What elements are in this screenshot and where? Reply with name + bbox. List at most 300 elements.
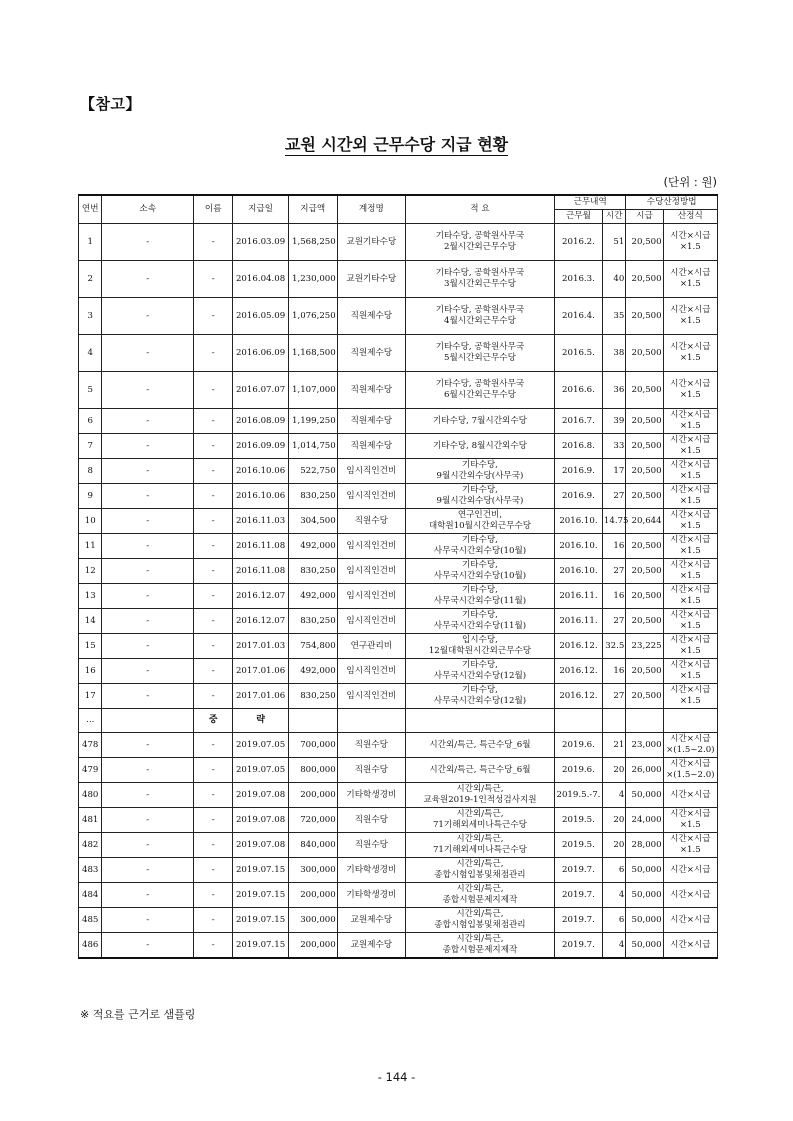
table-row <box>79 758 718 783</box>
header-formula: 산정식 <box>663 210 717 224</box>
cell-no: 16 <box>79 659 102 684</box>
cell-hours: 33 <box>602 434 625 459</box>
formula-line-1: 시간×시급 <box>670 864 711 875</box>
formula-line-2: ×1.5 <box>679 279 701 289</box>
cell-no: 5 <box>79 372 102 409</box>
formula-line-2: ×1.5 <box>679 546 701 556</box>
table-row <box>79 261 718 298</box>
cell-memo <box>405 883 554 908</box>
cell-formula <box>663 634 717 659</box>
cell-account: 교원제수당 <box>337 908 405 933</box>
cell-formula <box>663 758 717 783</box>
formula-line-1: 시간×시급 <box>670 610 711 620</box>
cell-date: 2019.07.15 <box>233 858 288 883</box>
memo-line-1: 기타수당, 공학원사무국 <box>435 379 525 389</box>
memo-line-1: 기타수당, 7월시간외수당 <box>432 415 527 426</box>
cell-memo <box>405 372 554 409</box>
cell-date: 2016.12.07 <box>233 584 288 609</box>
cell-memo <box>405 908 554 933</box>
cell-date: 2016.12.07 <box>233 609 288 634</box>
cell-memo <box>405 409 554 434</box>
cell-amount: 1,568,250 <box>288 224 337 261</box>
cell-memo <box>405 459 554 484</box>
cell-rate: 20,500 <box>626 684 663 709</box>
memo-line-2: 6월시간외근무수당 <box>444 390 516 400</box>
cell-month: 2016.5. <box>555 335 603 372</box>
cell-date: 2016.03.09 <box>233 224 288 261</box>
header-month: 근무월 <box>555 210 603 224</box>
header-amount: 지급액 <box>288 195 337 224</box>
cell-memo <box>405 335 554 372</box>
formula-line-1: 시간×시급 <box>670 660 711 670</box>
cell-formula <box>663 224 717 261</box>
cell-amount: 492,000 <box>288 659 337 684</box>
memo-line-2: 9월시간외수당(사무국) <box>436 471 524 481</box>
cell-no: 486 <box>79 933 102 959</box>
cell-no: 7 <box>79 434 102 459</box>
memo-line-2: 교육원2019-1인적성검사지원 <box>423 795 537 805</box>
memo-line-1: 시간외/특근, <box>456 859 504 869</box>
allowance-table <box>78 194 718 959</box>
cell-account: 임시직인건비 <box>337 609 405 634</box>
memo-line-2: 71기해외세미나특근수당 <box>432 820 527 830</box>
cell-rate: 20,500 <box>626 224 663 261</box>
cell-month: 2019.6. <box>555 758 603 783</box>
cell-no: 478 <box>79 733 102 758</box>
cell-account: 직원수당 <box>337 833 405 858</box>
formula-line-1: 시간×시급 <box>670 939 711 950</box>
cell-name: - <box>194 534 233 559</box>
cell-no: 481 <box>79 808 102 833</box>
table-body-bottom <box>79 733 718 959</box>
footnote: ※ 적요를 근거로 샘플링 <box>80 1008 196 1021</box>
cell-month: 2019.7. <box>555 908 603 933</box>
formula-line-1: 시간×시급 <box>670 535 711 545</box>
cell-no: 484 <box>79 883 102 908</box>
cell-date: 2016.10.06 <box>233 484 288 509</box>
cell-month: 2016.7. <box>555 409 603 434</box>
cell-hours: 6 <box>602 858 625 883</box>
cell-no: 1 <box>79 224 102 261</box>
cell-date: 2017.01.03 <box>233 634 288 659</box>
memo-line-1: 기타수당, 공학원사무국 <box>435 305 525 315</box>
formula-line-1: 시간×시급 <box>670 435 711 445</box>
cell-dept: - <box>102 908 194 933</box>
formula-line-1: 시간×시급 <box>670 560 711 570</box>
cell-account: 직원수당 <box>337 758 405 783</box>
cell-hours: 27 <box>602 684 625 709</box>
memo-line-1: 기타수당, 공학원사무국 <box>435 268 525 278</box>
formula-line-2: ×1.5 <box>679 390 701 400</box>
formula-line-2: ×1.5 <box>679 242 701 252</box>
cell-account: 직원제수당 <box>337 335 405 372</box>
memo-line-1: 시간외/특근, <box>456 834 504 844</box>
header-work-group: 근무내역 <box>555 195 626 210</box>
cell-rate: 20,500 <box>626 559 663 584</box>
cell-formula <box>663 684 717 709</box>
memo-line-1: 기타수당, 공학원사무국 <box>435 342 525 352</box>
cell-month: 2016.9. <box>555 459 603 484</box>
cell-account: 임시직인건비 <box>337 684 405 709</box>
cell-name: - <box>194 933 233 959</box>
cell-month: 2016.3. <box>555 261 603 298</box>
formula-line-1: 시간×시급 <box>670 585 711 595</box>
memo-line-1: 시간외/특근, <box>456 809 504 819</box>
cell-name: - <box>194 224 233 261</box>
cell-formula <box>663 659 717 684</box>
cell-formula <box>663 783 717 808</box>
cell-dept: - <box>102 609 194 634</box>
cell-amount: 800,000 <box>288 758 337 783</box>
formula-line-1: 시간×시급 <box>670 379 711 389</box>
memo-line-1: 시간외/특근, <box>456 909 504 919</box>
formula-line-1: 시간×시급 <box>670 834 711 844</box>
cell-date: 2016.08.09 <box>233 409 288 434</box>
memo-line-2: 사무국시간외수당(11월) <box>433 621 527 631</box>
cell-amount: 1,199,250 <box>288 409 337 434</box>
memo-line-1: 시간외/특근, 특근수당_6월 <box>429 764 531 775</box>
table-row <box>79 883 718 908</box>
cell-memo <box>405 833 554 858</box>
cell-name: - <box>194 758 233 783</box>
cell-account: 기타학생경비 <box>337 883 405 908</box>
cell-formula <box>663 298 717 335</box>
memo-line-2: 종합시험문제지제작 <box>442 895 518 905</box>
cell-memo <box>405 783 554 808</box>
cell-hours: 32.5 <box>602 634 625 659</box>
cell-hours: 20 <box>602 833 625 858</box>
cell-date: 2016.11.03 <box>233 509 288 534</box>
cell-dept: - <box>102 484 194 509</box>
table-row <box>79 434 718 459</box>
cell-account: 직원수당 <box>337 733 405 758</box>
memo-line-2: 사무국시간외수당(12월) <box>433 696 527 706</box>
cell-rate: 20,500 <box>626 434 663 459</box>
formula-line-2: ×1.5 <box>679 496 701 506</box>
formula-line-1: 시간×시급 <box>670 342 711 352</box>
cell-hours: 20 <box>602 758 625 783</box>
cell-formula <box>663 459 717 484</box>
cell-rate: 50,000 <box>626 933 663 959</box>
cell-month: 2016.12. <box>555 659 603 684</box>
cell-account: 직원수당 <box>337 509 405 534</box>
table-row <box>79 509 718 534</box>
cell-month: 2016.8. <box>555 434 603 459</box>
cell-amount: 1,230,000 <box>288 261 337 298</box>
table-row <box>79 559 718 584</box>
cell-date: 2017.01.06 <box>233 659 288 684</box>
cell-date: 2019.07.15 <box>233 883 288 908</box>
cell-amount: 200,000 <box>288 883 337 908</box>
cell-dept: - <box>102 883 194 908</box>
header-no: 연번 <box>79 195 102 224</box>
cell-account: 직원수당 <box>337 808 405 833</box>
table-row <box>79 858 718 883</box>
ellipsis-row <box>79 709 718 733</box>
table-row <box>79 459 718 484</box>
memo-line-2: 71기해외세미나특근수당 <box>432 845 527 855</box>
cell-rate: 20,500 <box>626 335 663 372</box>
cell-amount: 700,000 <box>288 733 337 758</box>
cell-date: 2019.07.08 <box>233 808 288 833</box>
cell-dept: - <box>102 509 194 534</box>
formula-line-2: ×1.5 <box>679 316 701 326</box>
cell-no: 480 <box>79 783 102 808</box>
cell-dept: - <box>102 733 194 758</box>
cell-date: 2019.07.08 <box>233 783 288 808</box>
cell-no: 483 <box>79 858 102 883</box>
memo-line-1: 시간외/특근, 특근수당_6월 <box>429 739 531 750</box>
cell-amount: 720,000 <box>288 808 337 833</box>
table-row <box>79 224 718 261</box>
cell-memo <box>405 733 554 758</box>
cell-memo <box>405 684 554 709</box>
table-body-top <box>79 224 718 709</box>
table-row <box>79 409 718 434</box>
table-row <box>79 783 718 808</box>
table-body-ellipsis <box>79 709 718 733</box>
memo-line-1: 시간외/특근, <box>456 784 504 794</box>
cell-date: 2016.10.06 <box>233 459 288 484</box>
formula-line-1: 시간×시급 <box>670 635 711 645</box>
memo-line-1: 시간외/특근, <box>456 934 504 944</box>
memo-line-2: 사무국시간외수당(12월) <box>433 671 527 681</box>
cell-memo <box>405 808 554 833</box>
cell-date: 2019.07.15 <box>233 908 288 933</box>
memo-line-2: 종합시험입봉및채점관리 <box>434 870 526 880</box>
memo-line-2: 5월시간외근무수당 <box>444 353 516 363</box>
formula-line-2: ×(1.5~2.0) <box>666 770 715 780</box>
cell-no: 485 <box>79 908 102 933</box>
memo-line-2: 종합시험문제지제작 <box>442 945 518 955</box>
cell-rate: 20,500 <box>626 298 663 335</box>
cell-memo <box>405 758 554 783</box>
cell-no: 9 <box>79 484 102 509</box>
formula-line-1: 시간×시급 <box>670 410 711 420</box>
cell-name: - <box>194 509 233 534</box>
cell-dept: - <box>102 372 194 409</box>
cell-rate: 23,000 <box>626 733 663 758</box>
cell-account: 임시직인건비 <box>337 459 405 484</box>
cell-dept: - <box>102 808 194 833</box>
table-row <box>79 933 718 959</box>
cell-date: 2019.07.15 <box>233 933 288 959</box>
cell-memo <box>405 933 554 959</box>
cell-no: 17 <box>79 684 102 709</box>
cell-month: 2019.5. <box>555 833 603 858</box>
cell-formula <box>663 534 717 559</box>
cell-no: 2 <box>79 261 102 298</box>
cell-name: - <box>194 659 233 684</box>
cell-name: - <box>194 783 233 808</box>
memo-line-1: 기타수당, <box>461 685 498 695</box>
page-number: - 144 - <box>377 1070 416 1084</box>
memo-line-1: 기타수당, <box>461 485 498 495</box>
formula-line-2: ×1.5 <box>679 421 701 431</box>
cell-hours: 35 <box>602 298 625 335</box>
cell-dept: - <box>102 659 194 684</box>
memo-line-1: 기타수당, 공학원사무국 <box>435 231 525 241</box>
cell-amount: 300,000 <box>288 858 337 883</box>
cell-formula <box>663 261 717 298</box>
cell-name: - <box>194 609 233 634</box>
cell-memo <box>405 434 554 459</box>
cell-date: 2019.07.08 <box>233 833 288 858</box>
cell-amount: 200,000 <box>288 783 337 808</box>
memo-line-1: 기타수당, <box>461 560 498 570</box>
cell-hours: 51 <box>602 224 625 261</box>
cell-memo <box>405 584 554 609</box>
cell-rate: 20,500 <box>626 659 663 684</box>
ellipsis-left: 중 <box>194 709 233 733</box>
header-date: 지급일 <box>233 195 288 224</box>
cell-amount: 492,000 <box>288 584 337 609</box>
cell-month: 2019.5. <box>555 808 603 833</box>
cell-rate: 23,225 <box>626 634 663 659</box>
cell-amount: 830,250 <box>288 484 337 509</box>
cell-account: 기타학생경비 <box>337 858 405 883</box>
cell-name: - <box>194 261 233 298</box>
cell-month: 2019.7. <box>555 933 603 959</box>
formula-line-1: 시간×시급 <box>670 734 711 744</box>
memo-line-2: 사무국시간외수당(10월) <box>433 546 527 556</box>
cell-no: 479 <box>79 758 102 783</box>
memo-line-1: 기타수당, <box>461 585 498 595</box>
cell-hours: 20 <box>602 808 625 833</box>
cell-account: 교원제수당 <box>337 933 405 959</box>
formula-line-2: ×1.5 <box>679 471 701 481</box>
cell-account: 연구관리비 <box>337 634 405 659</box>
cell-account: 임시직인건비 <box>337 659 405 684</box>
cell-dept: - <box>102 858 194 883</box>
table-row <box>79 733 718 758</box>
cell-memo <box>405 509 554 534</box>
formula-line-1: 시간×시급 <box>670 305 711 315</box>
cell-account: 직원제수당 <box>337 372 405 409</box>
table-row <box>79 684 718 709</box>
cell-amount: 200,000 <box>288 933 337 959</box>
header-hours: 시간 <box>602 210 625 224</box>
memo-line-1: 기타수당, <box>461 535 498 545</box>
cell-date: 2016.06.09 <box>233 335 288 372</box>
cell-account: 임시직인건비 <box>337 484 405 509</box>
cell-dept: - <box>102 224 194 261</box>
cell-name: - <box>194 335 233 372</box>
cell-no: 6 <box>79 409 102 434</box>
memo-line-2: 대학원10월시간외근무수당 <box>428 521 532 531</box>
cell-hours: 39 <box>602 409 625 434</box>
cell-memo <box>405 858 554 883</box>
table-row <box>79 584 718 609</box>
cell-memo <box>405 261 554 298</box>
table-row <box>79 634 718 659</box>
cell-hours: 38 <box>602 335 625 372</box>
cell-month: 2016.10. <box>555 534 603 559</box>
table-row <box>79 659 718 684</box>
cell-name: - <box>194 459 233 484</box>
table-row <box>79 908 718 933</box>
cell-name: - <box>194 833 233 858</box>
cell-date: 2017.01.06 <box>233 684 288 709</box>
cell-account: 교원기타수당 <box>337 224 405 261</box>
cell-dept: - <box>102 459 194 484</box>
cell-dept: - <box>102 933 194 959</box>
cell-month: 2019.7. <box>555 883 603 908</box>
cell-memo <box>405 559 554 584</box>
table-row <box>79 484 718 509</box>
cell-month: 2016.10. <box>555 559 603 584</box>
cell-memo <box>405 298 554 335</box>
cell-no: 12 <box>79 559 102 584</box>
cell-name: - <box>194 298 233 335</box>
cell-name: - <box>194 684 233 709</box>
memo-line-2: 사무국시간외수당(10월) <box>433 571 527 581</box>
formula-line-2: ×1.5 <box>679 571 701 581</box>
cell-name: - <box>194 409 233 434</box>
cell-formula <box>663 908 717 933</box>
reference-label: 【참고】 <box>80 95 141 113</box>
formula-line-1: 시간×시급 <box>670 889 711 900</box>
cell-date: 2016.04.08 <box>233 261 288 298</box>
cell-month: 2016.12. <box>555 634 603 659</box>
header-memo: 적 요 <box>405 195 554 224</box>
memo-line-1: 기타수당, <box>461 610 498 620</box>
cell-month: 2016.4. <box>555 298 603 335</box>
cell-date: 2016.11.08 <box>233 534 288 559</box>
formula-line-1: 시간×시급 <box>670 685 711 695</box>
formula-line-2: ×(1.5~2.0) <box>666 745 715 755</box>
unit-label: (단위 : 원) <box>663 175 717 189</box>
cell-amount: 522,750 <box>288 459 337 484</box>
header-account: 계정명 <box>337 195 405 224</box>
cell-memo <box>405 634 554 659</box>
cell-name: - <box>194 883 233 908</box>
cell-account: 임시직인건비 <box>337 584 405 609</box>
cell-account: 직원제수당 <box>337 434 405 459</box>
memo-line-2: 사무국시간외수당(11월) <box>433 596 527 606</box>
cell-amount: 830,250 <box>288 684 337 709</box>
cell-rate: 20,500 <box>626 534 663 559</box>
cell-month: 2016.9. <box>555 484 603 509</box>
cell-dept: - <box>102 584 194 609</box>
cell-month: 2016.10. <box>555 509 603 534</box>
formula-line-2: ×1.5 <box>679 596 701 606</box>
formula-line-1: 시간×시급 <box>670 809 711 819</box>
cell-month: 2016.12. <box>555 684 603 709</box>
cell-no: 10 <box>79 509 102 534</box>
formula-line-1: 시간×시급 <box>670 268 711 278</box>
header-dept: 소속 <box>102 195 194 224</box>
cell-rate: 20,500 <box>626 372 663 409</box>
cell-month: 2019.7. <box>555 858 603 883</box>
cell-dept: - <box>102 758 194 783</box>
cell-memo <box>405 484 554 509</box>
cell-dept: - <box>102 335 194 372</box>
cell-formula <box>663 484 717 509</box>
cell-formula <box>663 372 717 409</box>
cell-name: - <box>194 733 233 758</box>
cell-account: 임시직인건비 <box>337 534 405 559</box>
cell-dept: - <box>102 534 194 559</box>
table-row <box>79 833 718 858</box>
cell-name: - <box>194 372 233 409</box>
cell-amount: 830,250 <box>288 609 337 634</box>
cell-rate: 20,500 <box>626 459 663 484</box>
cell-hours: 27 <box>602 609 625 634</box>
cell-dept: - <box>102 833 194 858</box>
cell-dept: - <box>102 298 194 335</box>
cell-hours: 16 <box>602 584 625 609</box>
